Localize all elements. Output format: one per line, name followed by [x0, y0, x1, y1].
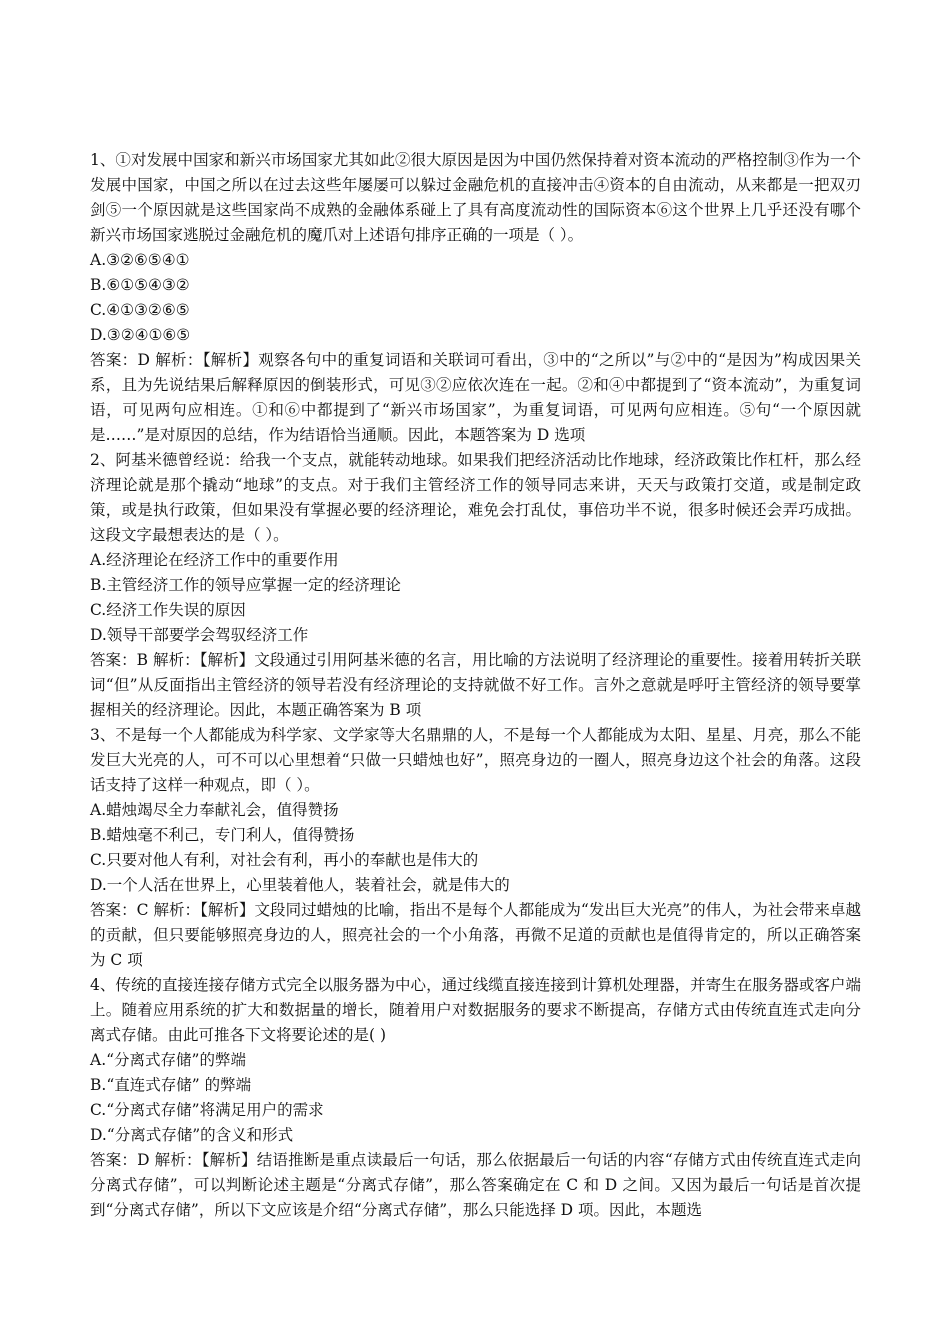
option-a: A.“分离式存储”的弊端: [90, 1051, 246, 1069]
question-2: [90, 448, 861, 723]
answer-explanation: 答案：D 解析：【解析】结语推断是重点读最后一句话，那么依据最后一句话的内容“存储方式由传统直连式走向分离式存储”，可以判断论述主题是“分离式存储”，那么答案确定在 C 和 D 之间。又因为最后一句话是首次提到“分离式存储”，所以下文应该是介绍“分离式存储”，那么只能选择 D 项。因此，本题选: [90, 1151, 861, 1219]
question-stem: 2、阿基米德曾经说：给我一个支点，就能转动地球。如果我们把经济活动比作地球，经济政策比作杠杆，那么经济理论就是那个撬动“地球”的支点。对于我们主管经济工作的领导同志来讲，天天与政策打交道，或是制定政策，或是执行政策，但如果没有掌握必要的经济理论，难免会打乱仗，事倍功半不说，很多时候还会弄巧成拙。这段文字最想表达的是（ ）。: [90, 451, 861, 544]
option-d: D.“分离式存储”的含义和形式: [90, 1126, 294, 1144]
option-d: D.一个人活在世界上，心里装着他人，装着社会，就是伟大的: [90, 876, 510, 894]
option-d: D.③②④①⑥⑤: [90, 326, 191, 344]
option-d: D.领导干部要学会驾驭经济工作: [90, 626, 309, 644]
option-c: C.“分离式存储”将满足用户的需求: [90, 1101, 324, 1119]
answer-explanation: 答案：C 解析：【解析】文段同过蜡烛的比喻，指出不是每个人都能成为“发出巨大光亮”的伟人，为社会带来卓越的贡献，但只要能够照亮身边的人，照亮社会的一个小角落，再微不足道的贡献也是值得肯定的，所以正确答案为 C 项: [90, 901, 861, 969]
answer-explanation: 答案：B 解析：【解析】文段通过引用阿基米德的名言，用比喻的方法说明了经济理论的重要性。接着用转折关联词“但”从反面指出主管经济的领导若没有经济理论的支持就做不好工作。言外之意就是呼吁主管经济的领导要掌握相关的经济理论。因此，本题正确答案为 B 项: [90, 651, 861, 719]
option-a: A.经济理论在经济工作中的重要作用: [90, 551, 339, 569]
option-b: B.蜡烛毫不利己，专门利人，值得赞扬: [90, 826, 355, 844]
option-c: C.经济工作失误的原因: [90, 601, 246, 619]
option-b: B.主管经济工作的领导应掌握一定的经济理论: [90, 576, 401, 594]
question-stem: 4、传统的直接连接存储方式完全以服务器为中心，通过线缆直接连接到计算机处理器，并寄生在服务器或客户端上。随着应用系统的扩大和数据量的增长，随着用户对数据服务的要求不断提高，存储方式由传统直连式走向分离式存储。由此可推各下文将要论述的是( ): [90, 976, 861, 1044]
option-a: A.③②⑥⑤④①: [90, 251, 190, 269]
answer-explanation: 答案：D 解析：【解析】观察各句中的重复词语和关联词可看出，③中的“之所以”与②中的“是因为”构成因果关系，且为先说结果后解释原因的倒装形式，可见③②应依次连在一起。②和④中都提到了“资本流动”，为重复词语，可见两句应相连。①和⑥中都提到了“新兴市场国家”，为重复词语，可见两句应相连。⑤句“一个原因就是……”是对原因的总结，作为结语恰当通顺。因此，本题答案为 D 选项: [90, 351, 861, 444]
question-3: [90, 723, 861, 973]
option-c: C.④①③②⑥⑤: [90, 301, 190, 319]
question-stem: 1、①对发展中国家和新兴市场国家尤其如此②很大原因是因为中国仍然保持着对资本流动的严格控制③作为一个发展中国家，中国之所以在过去这些年屡屡可以躲过金融危机的直接冲击④资本的自由流动，从来都是一把双刃剑⑤一个原因就是这些国家尚不成熟的金融体系碰上了具有高度流动性的国际资本⑥这个世界上几乎还没有哪个新兴市场国家逃脱过金融危机的魔爪对上述语句排序正确的一项是（ ）。: [90, 151, 861, 244]
option-c: C.只要对他人有利，对社会有利，再小的奉献也是伟大的: [90, 851, 479, 869]
option-b: B.⑥①⑤④③②: [90, 276, 190, 294]
option-b: B.“直连式存储” 的弊端: [90, 1076, 252, 1094]
question-stem: 3、不是每一个人都能成为科学家、文学家等大名鼎鼎的人，不是每一个人都能成为太阳、星星、月亮，那么不能发巨大光亮的人，可不可以心里想着“只做一只蜡烛也好”，照亮身边的一圈人，照亮身边这个社会的角落。这段话支持了这样一种观点，即（ ）。: [90, 726, 861, 794]
option-a: A.蜡烛竭尽全力奉献礼会，值得赞扬: [90, 801, 339, 819]
question-1: [90, 148, 861, 448]
question-4: [90, 973, 861, 1223]
document-page: [90, 148, 861, 1223]
